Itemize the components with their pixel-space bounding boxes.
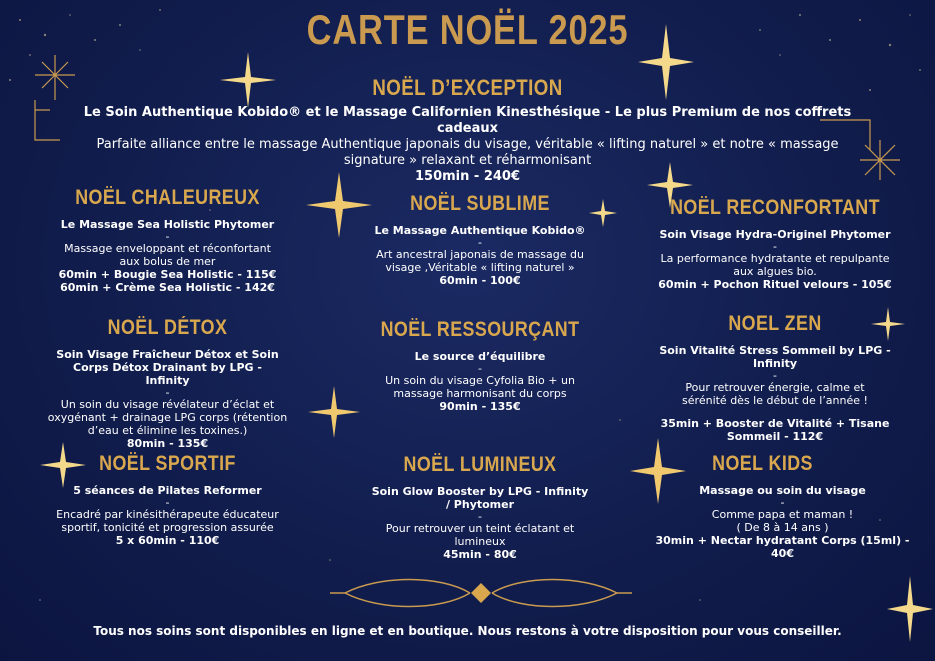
- card-price: 60min + Crème Sea Holistic - 142€: [60, 281, 275, 294]
- page-title: CARTE NOËL 2025: [306, 6, 629, 53]
- card-soin: Soin Visage Hydra-Originel Phytomer: [659, 228, 891, 241]
- card-heading: NOËL RESSOURÇANT: [380, 318, 580, 341]
- card-dash: -: [773, 369, 777, 382]
- card-soin: Soin Visage Fraîcheur Détox et Soin Corps Détox Drainant by LPG - Infinity: [56, 348, 279, 387]
- card-heading: NOËL SUBLIME: [410, 192, 550, 215]
- card-price: 60min + Bougie Sea Holistic - 115€: [58, 268, 277, 281]
- card-zen: [650, 312, 900, 443]
- card-heading: NOËL LUMINEUX: [403, 453, 557, 476]
- card-price: 60min - 100€: [439, 274, 521, 287]
- card-desc: Pour retrouver énergie, calme et sérénité dès le début de l’année !: [682, 381, 868, 407]
- card-desc: Un soin du visage révélateur d’éclat et oxygénant + drainage LPG corps (rétention d’eau et élimine les toxines.): [47, 398, 288, 437]
- card-dash: -: [780, 496, 785, 509]
- card-heading: NOËL SPORTIF: [99, 452, 236, 475]
- card-heading: NOËL CHALEUREUX: [75, 186, 260, 209]
- card-sublime: [355, 192, 605, 287]
- card-lumineux: [360, 453, 600, 561]
- card-soin: Le Massage Authentique Kobido®: [374, 224, 586, 237]
- card-dash: -: [165, 386, 170, 399]
- card-price: 90min - 135€: [439, 400, 521, 413]
- card-dash: -: [478, 510, 482, 523]
- card-chaleureux: [45, 186, 290, 294]
- card-dash: -: [165, 496, 170, 509]
- card-heading: NOEL ZEN: [728, 312, 822, 335]
- card-price: 5 x 60min - 110€: [115, 534, 220, 547]
- card-soin: Soin Vitalité Stress Sommeil by LPG - Infinity: [659, 344, 891, 370]
- card-price: 35min + Booster de Vitalité + Tisane Sommeil - 112€: [660, 417, 890, 443]
- card-soin: Le Massage Sea Holistic Phytomer: [60, 218, 275, 231]
- exception-heading: NOËL D’EXCEPTION: [372, 75, 563, 100]
- card-price: 80min - 135€: [126, 437, 209, 450]
- card-dash: -: [773, 240, 777, 253]
- card-price: 30min + Nectar hydratant Corps (15ml) - 40€: [655, 534, 910, 560]
- star-icon: [306, 384, 362, 440]
- card-desc: Un soin du visage Cyfolia Bio + un massage harmonisant du corps: [385, 374, 575, 400]
- card-desc: La performance hydratante et repulpante aux algues bio.: [660, 252, 890, 278]
- card-soin: 5 séances de Pilates Reformer: [73, 484, 262, 497]
- card-desc: Pour retrouver un teint éclatant et lumineux: [385, 522, 575, 548]
- card-sportif: [45, 452, 290, 547]
- footer-note: Tous nos soins sont disponibles en ligne et en boutique. Nous restons à votre disposition pour vous conseiller.: [93, 624, 842, 638]
- card-heading: NOËL RECONFORTANT: [670, 196, 880, 219]
- card-soin: Le source d’équilibre: [414, 350, 546, 363]
- card-desc: Massage enveloppant et réconfortant aux bolus de mer: [64, 242, 271, 268]
- card-detox: [45, 316, 290, 450]
- card-dash: -: [478, 236, 482, 249]
- exception-soin: Le Soin Authentique Kobido® et le Massage Californien Kinesthésique - Le plus Premium de nos coffrets cadeaux: [83, 105, 852, 136]
- exception-section: [70, 75, 865, 185]
- exception-desc: Parfaite alliance entre le massage Authentique japonais du visage, véritable « lifting naturel » et notre « massage signature » relaxant et réharmonisant: [96, 137, 839, 168]
- card-desc: Art ancestral japonais de massage du visage ,Véritable « lifting naturel »: [376, 248, 584, 274]
- card-reconfortant: [640, 196, 910, 291]
- card-kids: [650, 452, 915, 560]
- card-price: 45min - 80€: [443, 548, 517, 561]
- card-heading: NOEL KIDS: [712, 452, 813, 475]
- card-desc: Encadré par kinésithérapeute éducateur sportif, tonicité et progression assurée: [56, 508, 279, 534]
- card-price: 60min + Pochon Rituel velours - 105€: [658, 278, 892, 291]
- card-soin: Soin Glow Booster by LPG - Infinity / Phytomer: [371, 485, 589, 511]
- exception-price: 150min - 240€: [414, 169, 521, 184]
- card-soin: Massage ou soin du visage: [699, 484, 866, 497]
- card-heading: NOËL DÉTOX: [107, 316, 228, 339]
- card-dash: -: [165, 230, 170, 243]
- card-desc: Comme papa et maman ! ( De 8 à 14 ans ): [711, 508, 854, 534]
- card-dash: -: [478, 362, 482, 375]
- card-ressourcant: [355, 318, 605, 413]
